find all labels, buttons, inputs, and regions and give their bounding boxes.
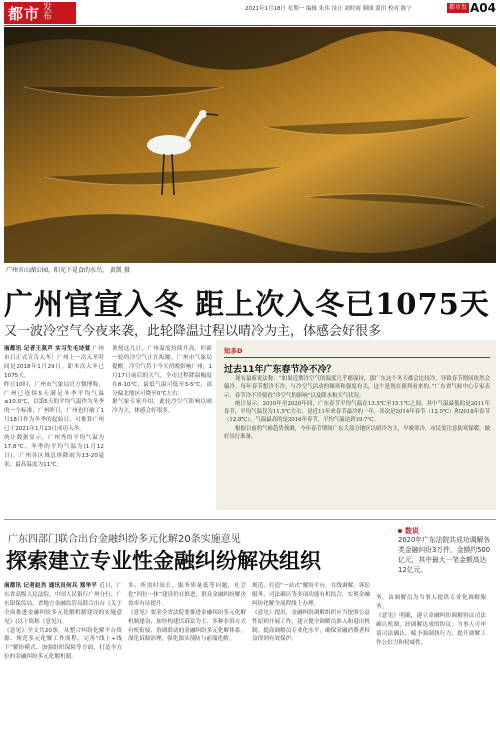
- pond-bird-image: [4, 27, 496, 263]
- article2-column-2: [128, 582, 246, 644]
- article1-byline: 南都讯 记者王莫芦 实习生毛诗萱: [4, 346, 91, 352]
- article2-kicker: 广东四部门联合出台金融纠纷多元化解20条实施意见: [8, 534, 241, 545]
- data-box-tag-label: 数说: [405, 527, 419, 535]
- knowledge-paragraph: 根据目前的气候趋势预测，今年春节期间广东大部分地区以晴冷为主，早晚寒冷，市民需注意防寒保暖，做好出行准备。: [224, 425, 490, 441]
- article2-headline: 探索建立专业性金融纠纷解决组织: [6, 548, 321, 573]
- article2-byline: 南都讯 记者赵肖 通讯员何兵 郑华平: [4, 583, 98, 589]
- page-number: A04: [470, 1, 496, 15]
- knowledge-title: 过去11年广东春节冷不冷？: [224, 365, 336, 375]
- data-box-text: 2020年广东法院共成功调解各类金融纠纷3万件，金额约500亿元，其中最大一笔金额高达12亿元。: [398, 536, 491, 574]
- knowledge-paragraph: 现有最新说法称：“如果近期冷空气的温度几乎都保持，那广东这个冬天都会比较冷，导致春节期间依然会偏冷。每年春节想冷不冷，与冷空气活动的频率和强度有关，这个是现在预判看来的。”广东省气候中心专家表示，春节冷不冷要看“冷空气的影响”以及降水和天气状况。: [224, 376, 490, 399]
- knowledge-paragraph: 统计显示，2010年至2020年间，广东春节平均气温在13.5℃至15.1℃之间，其中气温最低的是2011年春节，平均气温仅为11.5℃左右，是近11年来春节最冷的一年，其次是2014年春节（12.5℃）和2018年春节（12.8℃）。气温最高的是2016年春节，平均气温达到19.7℃。: [224, 400, 490, 424]
- knowledge-tag: 知多D: [224, 347, 243, 355]
- photo-caption: 广州市山湖公园，阳光下觅食的水鸟。 黄凯 摄: [6, 267, 130, 274]
- main-subheadline: 又一波冷空气今夜来袭，此轮降温过程以晴冷为主，体感会好很多: [4, 324, 382, 339]
- article2-column-1: [4, 582, 122, 662]
- knowledge-rule: [224, 357, 490, 358]
- article1-column-1: [4, 345, 104, 470]
- header-info: 2021年1月18日 星期一 编辑 朱玮 设计 刘时雨 制图 蒙田 校对 陈宁: [245, 6, 412, 12]
- article2-column-4: [376, 594, 486, 647]
- masthead: [0, 0, 500, 26]
- logo: [4, 2, 76, 24]
- article2-col1-text: 近日，广东省高级人民法院、中国人民银行广州分行、广东银保监局、省地方金融监管局联合出台《关于全面推进金融纠纷多元化解机制建设的实施意见》(以下简称《意见》)。 《意见》全文共20条，从整合纠纷化解平台资源、规范多元化解工作流程、完善“线上+线下”解纷模式、加强组织保障等方面，打造全方位的金融纠纷多元化解机制。: [4, 583, 122, 661]
- article1-col1-text: 广州市日正式宣告入冬！广州上一次入冬时间是2018年1月29日，距本次入冬已1075天。 昨日10时，广州市气象局官方微博称，广州已连续5天满足冬季平均气温≤10.0℃，以第5天的平均气温作为冬季的一个标准，广州昨日，广州也打破了1月18日作为冬季的起始日，可推算广州已于2021年1月13日成功入冬。 统计数据显示，广州秀的平均气温为17.8℃，冬季的平均气温为(1月12日)，广州各区域总体降雨为13-20毫米，最高温度为11℃。: [4, 346, 104, 468]
- section-tag: 都市发布: [448, 4, 467, 21]
- bullet-icon: [398, 529, 402, 533]
- header-rule: [4, 25, 496, 26]
- logo-main: 都市: [8, 4, 41, 23]
- article1-column-2: [112, 345, 212, 416]
- article2-column-3: [252, 582, 370, 644]
- article2-col4-text: 务，由调解员为当事人提供专业化调解服务。 《意见》明确，建立金融纠纷调解协议司法确认机制，经调解达成的协议，当事人可申请司法确认，赋予强制执行力，提升调解工作公信力和权威性。: [376, 595, 486, 646]
- section-divider: [4, 519, 496, 520]
- lead-photo: [4, 27, 496, 263]
- article1-col2-text: 暑热这几日，广州温度持续升高，但新一轮的冷空气正在酝酿。广州市气象局提醒，冷空气将于今天傍晚影响广州，1月17日前后的天气，全市过程降温幅度在8-10℃，最低气温可低至3-5℃，部分偏北地区可降至0℃左右。 据气象专家介绍，此轮冷空气影响以晴冷为主，体感会好很多。: [112, 346, 212, 415]
- article2-col3-text: 规范，打造“一站式”解纷平台，在线调解、诉讼服务、司法确认等多项功能有机结合，实现金融纠纷化解全流程线上办理。 《意见》提出，金融纠纷调解组织应当按照公益性原则开展工作，建立健全调解员准入和退出机制，提高调解员专业化水平，确保金融消费者权益得到有效保护。: [252, 583, 370, 643]
- article2-col2-text: 多、所需时间长、服务质量低等问题，社会化“四位一体”建设仍在推进，群众金融纠纷解决效率有待提升。 《意见》要求全省法院要推进金融纠纷多元化解机制建设，加快构建以诉讼为主、多种非诉方式有机衔接、协调联动的金融纠纷多元化解体系，深化诉源治理，强化源头预防与前端化解。: [128, 583, 246, 643]
- knowledge-body: [224, 375, 490, 441]
- logo-sub: 发布: [43, 3, 53, 22]
- main-headline: 广州官宣入冬 距上次入冬已1075天: [4, 287, 490, 321]
